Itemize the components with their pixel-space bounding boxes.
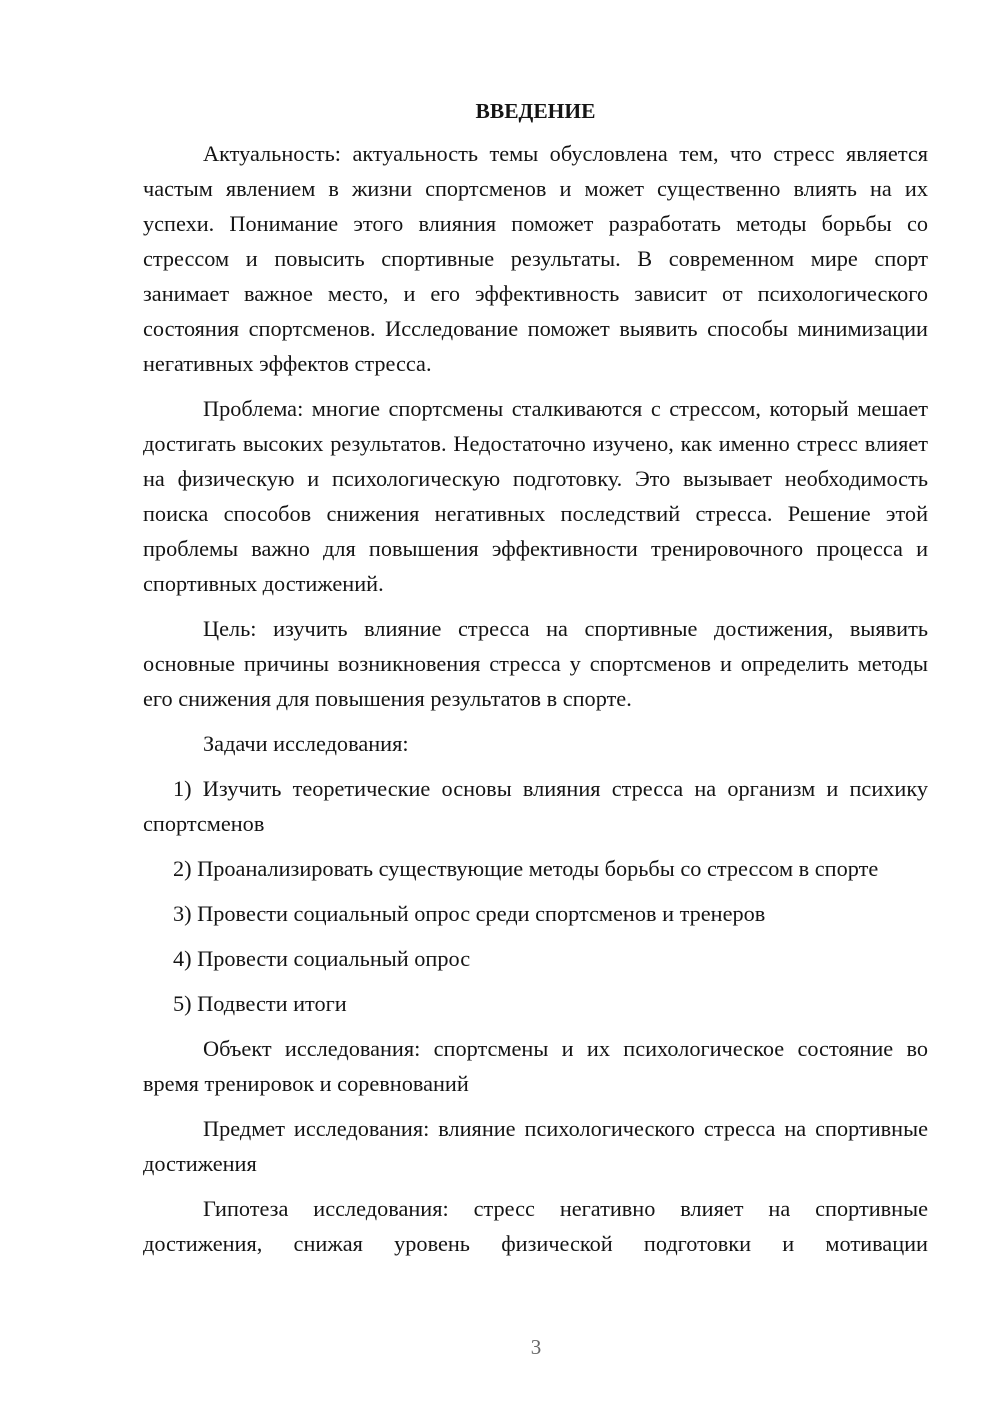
- page-content: [143, 96, 928, 1261]
- page-number: 3: [530, 1335, 542, 1359]
- paragraph-tasks-intro: Задачи исследования:: [203, 731, 409, 756]
- task-item-3: 3) Провести социальный опрос среди спортсменов и тренеров: [173, 901, 766, 926]
- paragraph-relevance: Актуальность: актуальность темы обусловлена тем, что стресс является частым явлением в жизни спортсменов и может существенно влиять на их успехи. Понимание этого влияния поможет разработать методы борьбы со стрессом и повысить спортивные результаты. В современном мире спорт занимает важное место, и его эффективность зависит от психологического состояния спортсменов. Исследование поможет выявить способы минимизации негативных эффектов стресса.: [143, 141, 928, 376]
- task-item-1: 1) Изучить теоретические основы влияния стресса на организм и психику спортсменов: [143, 776, 928, 836]
- section-heading: ВВЕДЕНИЕ: [475, 99, 596, 123]
- task-item-5: 5) Подвести итоги: [173, 991, 347, 1016]
- paragraph-problem: Проблема: многие спортсмены сталкиваются с стрессом, который мешает достигать высоких результатов. Недостаточно изучено, как именно стресс влияет на физическую и психологическую подготовку. Это вызывает необходимость поиска способов снижения негативных последствий стресса. Решение этой проблемы важно для повышения эффективности тренировочного процесса и спортивных достижений.: [143, 396, 928, 596]
- task-item-4: 4) Провести социальный опрос: [173, 946, 471, 971]
- paragraph-hypothesis: Гипотеза исследования: стресс негативно влияет на спортивные достижения, снижая уровень физической подготовки и мотивации: [143, 1196, 928, 1256]
- paragraph-goal: Цель: изучить влияние стресса на спортивные достижения, выявить основные причины возникновения стресса у спортсменов и определить методы его снижения для повышения результатов в спорте.: [143, 616, 928, 711]
- paragraph-subject: Предмет исследования: влияние психологического стресса на спортивные достижения: [143, 1116, 928, 1176]
- task-item-2: 2) Проанализировать существующие методы борьбы со стрессом в спорте: [173, 856, 879, 881]
- paragraph-object: Объект исследования: спортсмены и их психологическое состояние во время тренировок и соревнований: [143, 1036, 928, 1096]
